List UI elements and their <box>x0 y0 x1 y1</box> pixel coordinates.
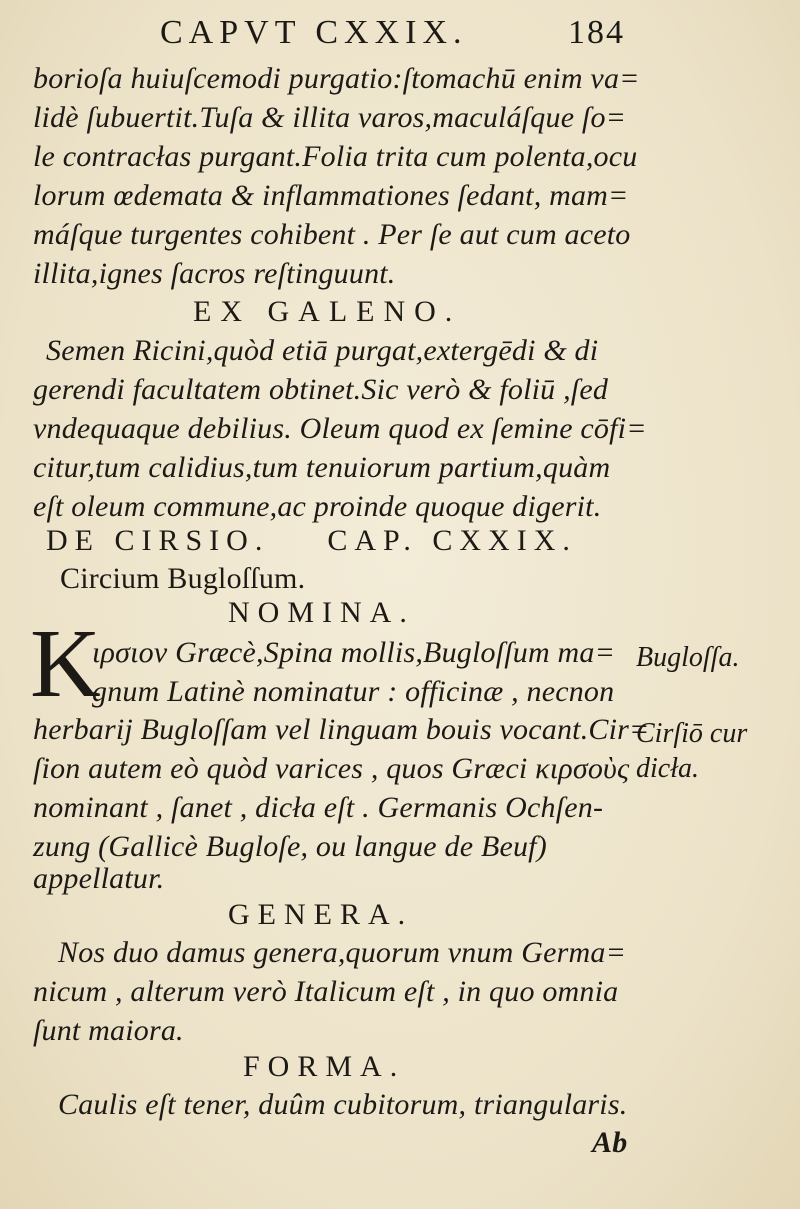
text-line: nicum , alterum verò Italicum eſt , in quo omnia <box>33 975 619 1008</box>
chapter-subtitle: Circium Bugloſſum. <box>60 562 306 595</box>
text-line: ſunt maiora. <box>33 1014 184 1047</box>
text-line: ιρσιον Græcè,Spina mollis,Bugloſſum ma= <box>92 636 616 669</box>
page-number: 184 <box>568 14 625 51</box>
section-heading-galen: EX GALENO. <box>193 295 462 328</box>
text-line: lorum œdemata & inflammationes ſedant, mam= <box>33 179 629 212</box>
section-heading-nomina: NOMINA. <box>228 596 415 629</box>
drop-capital: K <box>30 610 101 718</box>
chapter-heading: DE CIRSIO. CAP. CXXIX. <box>46 524 577 557</box>
text-line: lidè ſubuertit.Tuſa & illita varos,maculáſque ſo= <box>33 101 627 134</box>
text-line: Caulis eſt tener, duûm cubitorum, triangularis. <box>58 1088 628 1121</box>
text-line: le contracłas purgant.Folia trita cum polenta,ocu <box>33 140 638 173</box>
text-line: Semen Ricini,quòd etiā purgat,extergēdi & di <box>46 334 599 367</box>
text-line: ſion autem eò quòd varices , quos Græci κιρσοὺς <box>33 752 630 785</box>
running-title: CAPVT CXXIX. <box>160 14 468 51</box>
text-line: eſt oleum commune,ac proinde quoque digerit. <box>33 490 602 523</box>
margin-note: dicła. <box>636 753 699 784</box>
catchword: Ab <box>592 1126 628 1159</box>
text-line: appellatur. <box>33 862 165 895</box>
text-line: nominant , ſanet , dicła eſt . Germanis Ochſen- <box>33 791 604 824</box>
text-line: gerendi facultatem obtinet.Sic verò & foliū ,ſed <box>33 373 609 406</box>
text-line: zung (Gallicè Bugloſe, ou langue de Beuf) <box>33 830 547 863</box>
text-line: herbarij Bugloſſam vel linguam bouis vocant.Cir= <box>33 713 650 746</box>
margin-note: Bugloſſa. <box>636 642 740 673</box>
text-line: illita,ignes ſacros reſtinguunt. <box>33 257 396 290</box>
text-line: citur,tum calidius,tum tenuiorum partium,quàm <box>33 451 611 484</box>
margin-note: Cirſiō cur <box>636 718 748 749</box>
section-heading-forma: FORMA. <box>243 1050 406 1083</box>
text-line: borioſa huiuſcemodi purgatio:ſtomachū enim va= <box>33 62 640 95</box>
text-line: máſque turgentes cohibent . Per ſe aut cum aceto <box>33 218 631 251</box>
text-line: Nos duo damus genera,quorum vnum Germa= <box>58 936 627 969</box>
text-line: vndequaque debilius. Oleum quod ex ſemine cōfi= <box>33 412 647 445</box>
text-line: gnum Latinè nominatur : officinæ , necnon <box>92 675 615 708</box>
section-heading-genera: GENERA. <box>228 898 414 931</box>
